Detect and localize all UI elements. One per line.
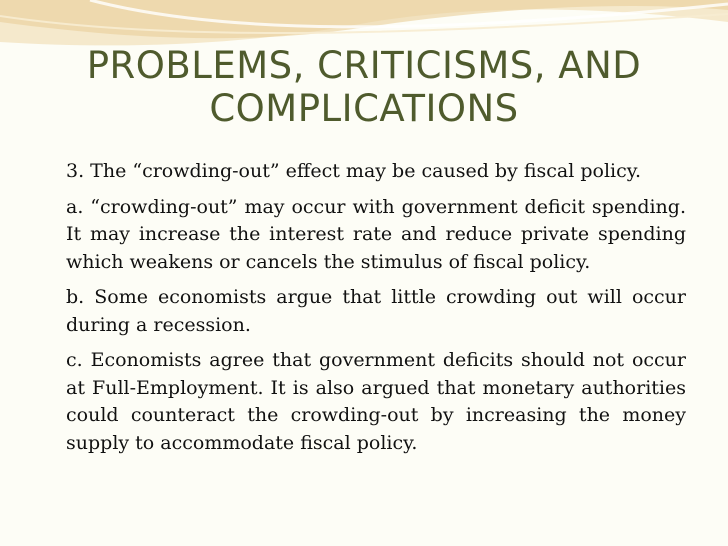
body-paragraph-3: 3. The “crowding-out” effect may be caused by fiscal policy. (66, 160, 641, 182)
slide-body (66, 158, 686, 465)
body-paragraph-c: c. Economists agree that government deficits should not occur at Full-Employment. It is also argued that monetary authorities could counteract the crowding-out by increasing the money supply to accommodate fiscal policy. (66, 349, 686, 454)
body-paragraph-a: a. “crowding-out” may occur with government deficit spending. It may increase the interest rate and reduce private spending which weakens or cancels the stimulus of fiscal policy. (66, 195, 686, 273)
slide-title: PROBLEMS, CRITICISMS, AND COMPLICATIONS (86, 44, 642, 131)
body-paragraph-b: b. Some economists argue that little crowding out will occur during a recession. (66, 286, 686, 336)
